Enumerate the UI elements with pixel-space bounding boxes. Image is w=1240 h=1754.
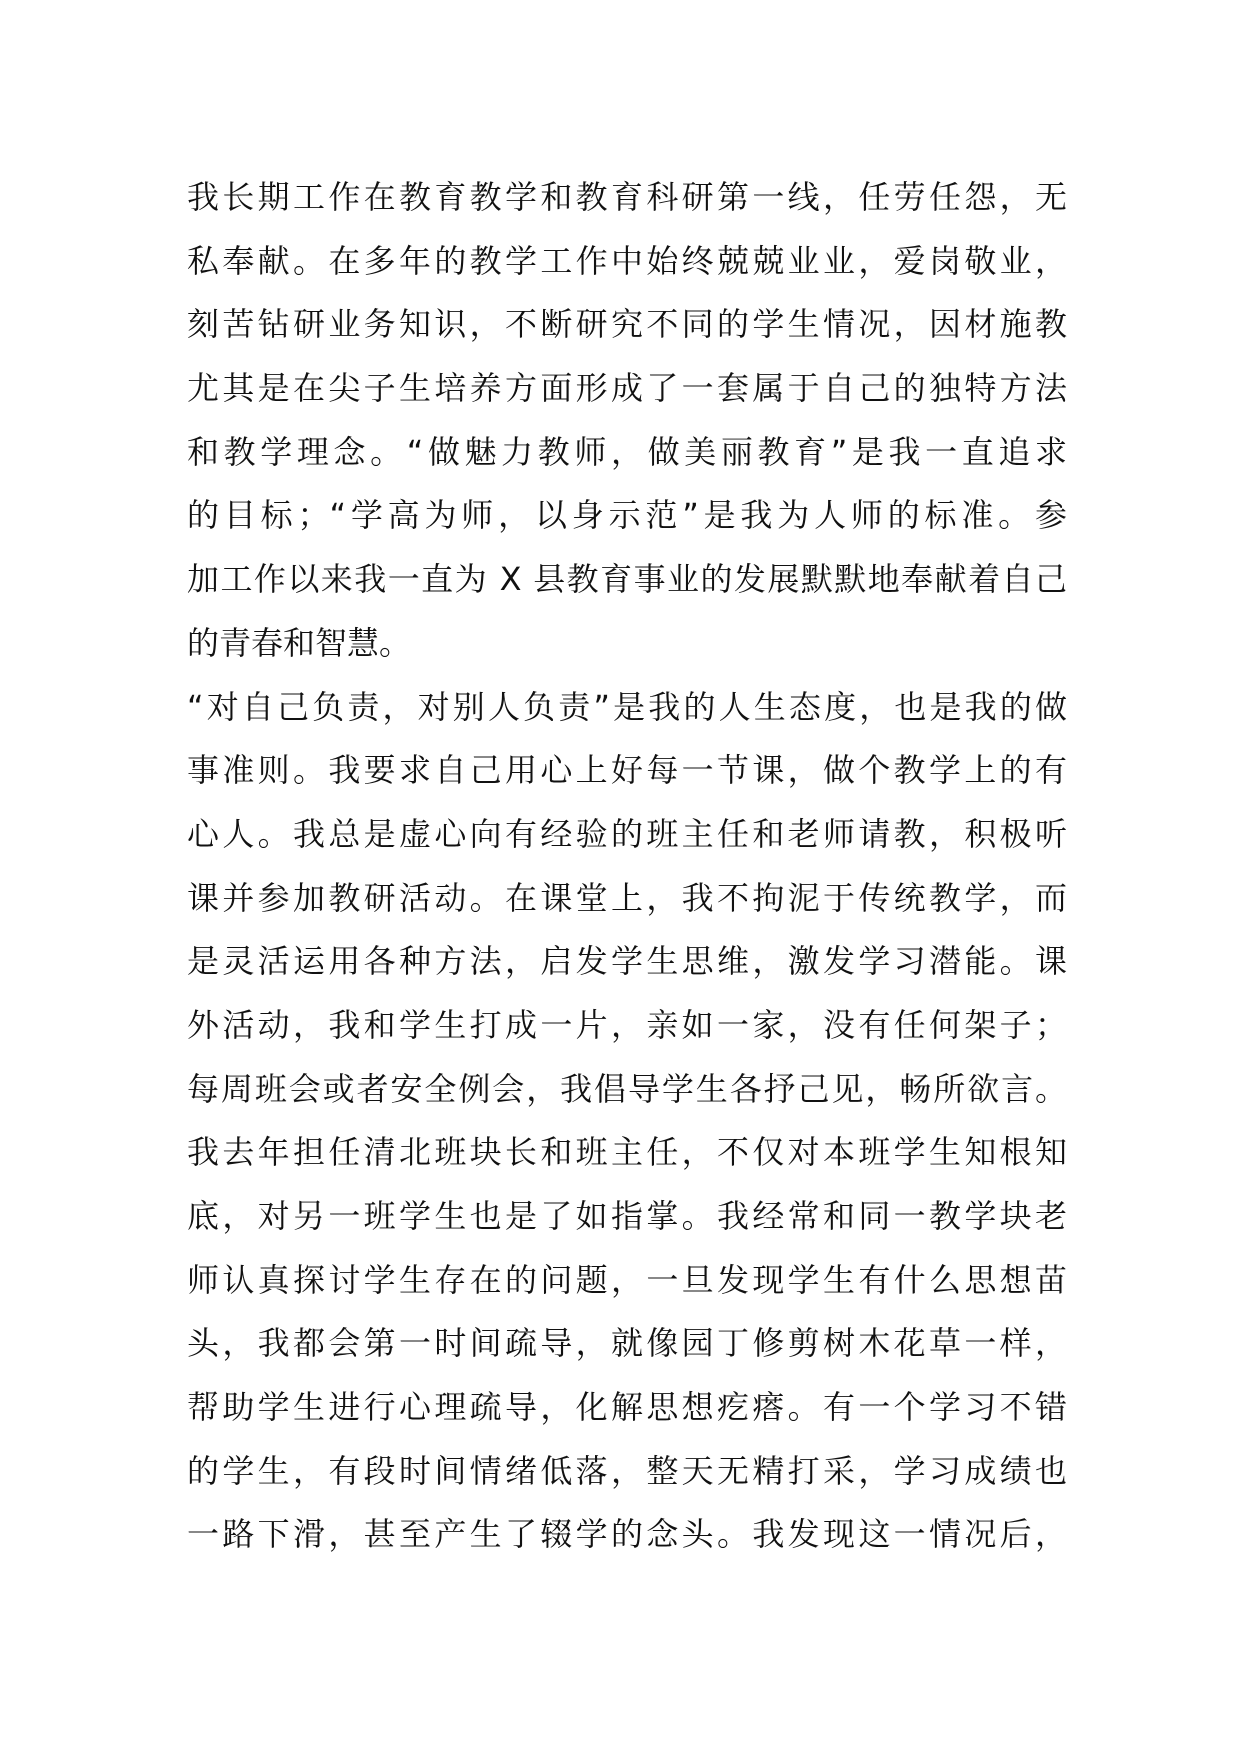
text-line: “对自己负责，对别人负责”是我的人生态度，也是我的做 xyxy=(187,687,1067,726)
text-line: 尤其是在尖子生培养方面形成了一套属于自己的独特方法 xyxy=(187,369,1067,408)
text-line: 事准则。我要求自己用心上好每一节课，做个教学上的有 xyxy=(187,751,1067,790)
text-line: 一路下滑，甚至产生了辍学的念头。我发现这一情况后， xyxy=(187,1515,1067,1554)
text-line: 帮助学生进行心理疏导，化解思想疙瘩。有一个学习不错 xyxy=(187,1388,1067,1427)
text-line: 外活动，我和学生打成一片，亲如一家，没有任何架子； xyxy=(187,1005,1067,1044)
text-line: 的学生，有段时间情绪低落，整天无精打采，学习成绩也 xyxy=(187,1451,1067,1490)
text-line: 和教学理念。“做魅力教师，做美丽教育”是我一直追求 xyxy=(187,432,1067,471)
text-line: 心人。我总是虚心向有经验的班主任和老师请教，积极听 xyxy=(187,814,1067,853)
text-line: 我长期工作在教育教学和教育科研第一线，任劳任怨，无 xyxy=(187,178,1067,216)
text-line: 私奉献。在多年的教学工作中始终兢兢业业，爱岗敬业， xyxy=(187,241,1067,280)
text-line: 是灵活运用各种方法，启发学生思维，激发学习潜能。课 xyxy=(187,942,1067,981)
text-line: 加工作以来我一直为 X 县教育事业的发展默默地奉献着自己 xyxy=(187,560,1067,599)
text-line: 刻苦钻研业务知识，不断研究不同的学生情况，因材施教 xyxy=(187,305,1067,344)
text-line: 的青春和智慧。 xyxy=(187,623,412,662)
text-line: 每周班会或者安全例会，我倡导学生各抒己见，畅所欲言。 xyxy=(187,1069,1067,1108)
text-line: 我去年担任清北班块长和班主任，不仅对本班学生知根知 xyxy=(187,1133,1067,1172)
body-text xyxy=(187,166,1067,1567)
text-line: 课并参加教研活动。在课堂上，我不拘泥于传统教学，而 xyxy=(187,878,1067,917)
text-line: 师认真探讨学生存在的问题，一旦发现学生有什么思想苗 xyxy=(187,1260,1067,1299)
text-line: 底，对另一班学生也是了如指掌。我经常和同一教学块老 xyxy=(187,1197,1067,1235)
text-line: 的目标；“学高为师，以身示范”是我为人师的标准。参 xyxy=(187,496,1067,535)
text-line: 头，我都会第一时间疏导，就像园丁修剪树木花草一样， xyxy=(187,1324,1067,1363)
